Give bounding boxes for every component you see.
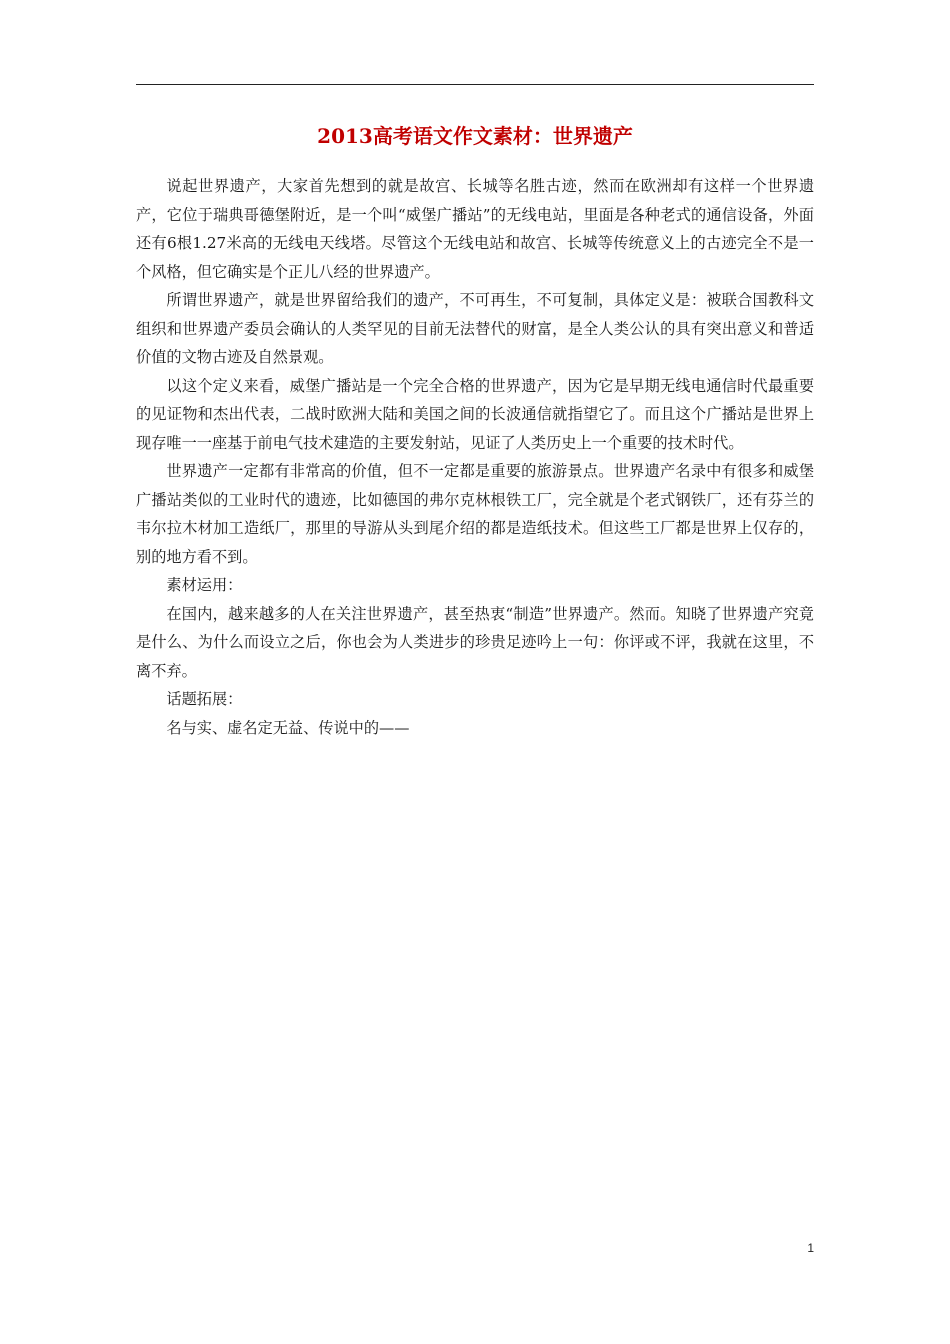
header-rule [136,84,814,85]
paragraph-examples: 世界遗产一定都有非常高的价值，但不一定都是重要的旅游景点。世界遗产名录中有很多和威堡广播站类似的工业时代的遗迹，比如德国的弗尔克林根铁工厂，完全就是个老式钢铁厂，还有芬兰的韦尔拉木材加工造纸厂，那里的导游从头到尾介绍的都是造纸技术。但这些工厂都是世界上仅存的，别的地方看不到。 [136,462,814,566]
paragraph-analysis: 以这个定义来看，威堡广播站是一个完全合格的世界遗产，因为它是早期无线电通信时代最重要的见证物和杰出代表，二战时欧洲大陆和美国之间的长波通信就指望它了。而且这个广播站是世界上现存唯一一座基于前电气技术建造的主要发射站，见证了人类历史上一个重要的技术时代。 [136,376,814,452]
page-number: 1 [807,1241,814,1255]
paragraph-definition: 所谓世界遗产，就是世界留给我们的遗产，不可再生，不可复制，具体定义是：被联合国教科文组织和世界遗产委员会确认的人类罕见的目前无法替代的财富，是全人类公认的具有突出意义和普适价值的文物古迹及自然景观。 [136,291,814,366]
section-heading-usage: 素材运用： [166,576,243,594]
document-title: 2013高考语文作文素材：世界遗产 [317,124,633,148]
document-body [136,172,814,742]
paragraph-intro: 说起世界遗产，大家首先想到的就是故宫、长城等名胜古迹，然而在欧洲却有这样一个世界遗产，它位于瑞典哥德堡附近，是一个叫“威堡广播站”的无线电站，里面是各种老式的通信设备，外面还有6根1.27米高的无线电天线塔。尽管这个无线电站和故宫、长城等传统意义上的古迹完全不是一个风格，但它确实是个正儿八经的世界遗产。 [136,177,814,281]
paragraph-topics: 名与实、虚名定无益、传说中的—— [166,718,410,737]
section-heading-topics: 话题拓展： [166,690,243,708]
paragraph-usage: 在国内，越来越多的人在关注世界遗产，甚至热衷“制造”世界遗产。然而。知晓了世界遗产究竟是什么、为什么而设立之后，你也会为人类进步的珍贵足迹吟上一句：你评或不评，我就在这里，不离不弃。 [136,604,814,680]
